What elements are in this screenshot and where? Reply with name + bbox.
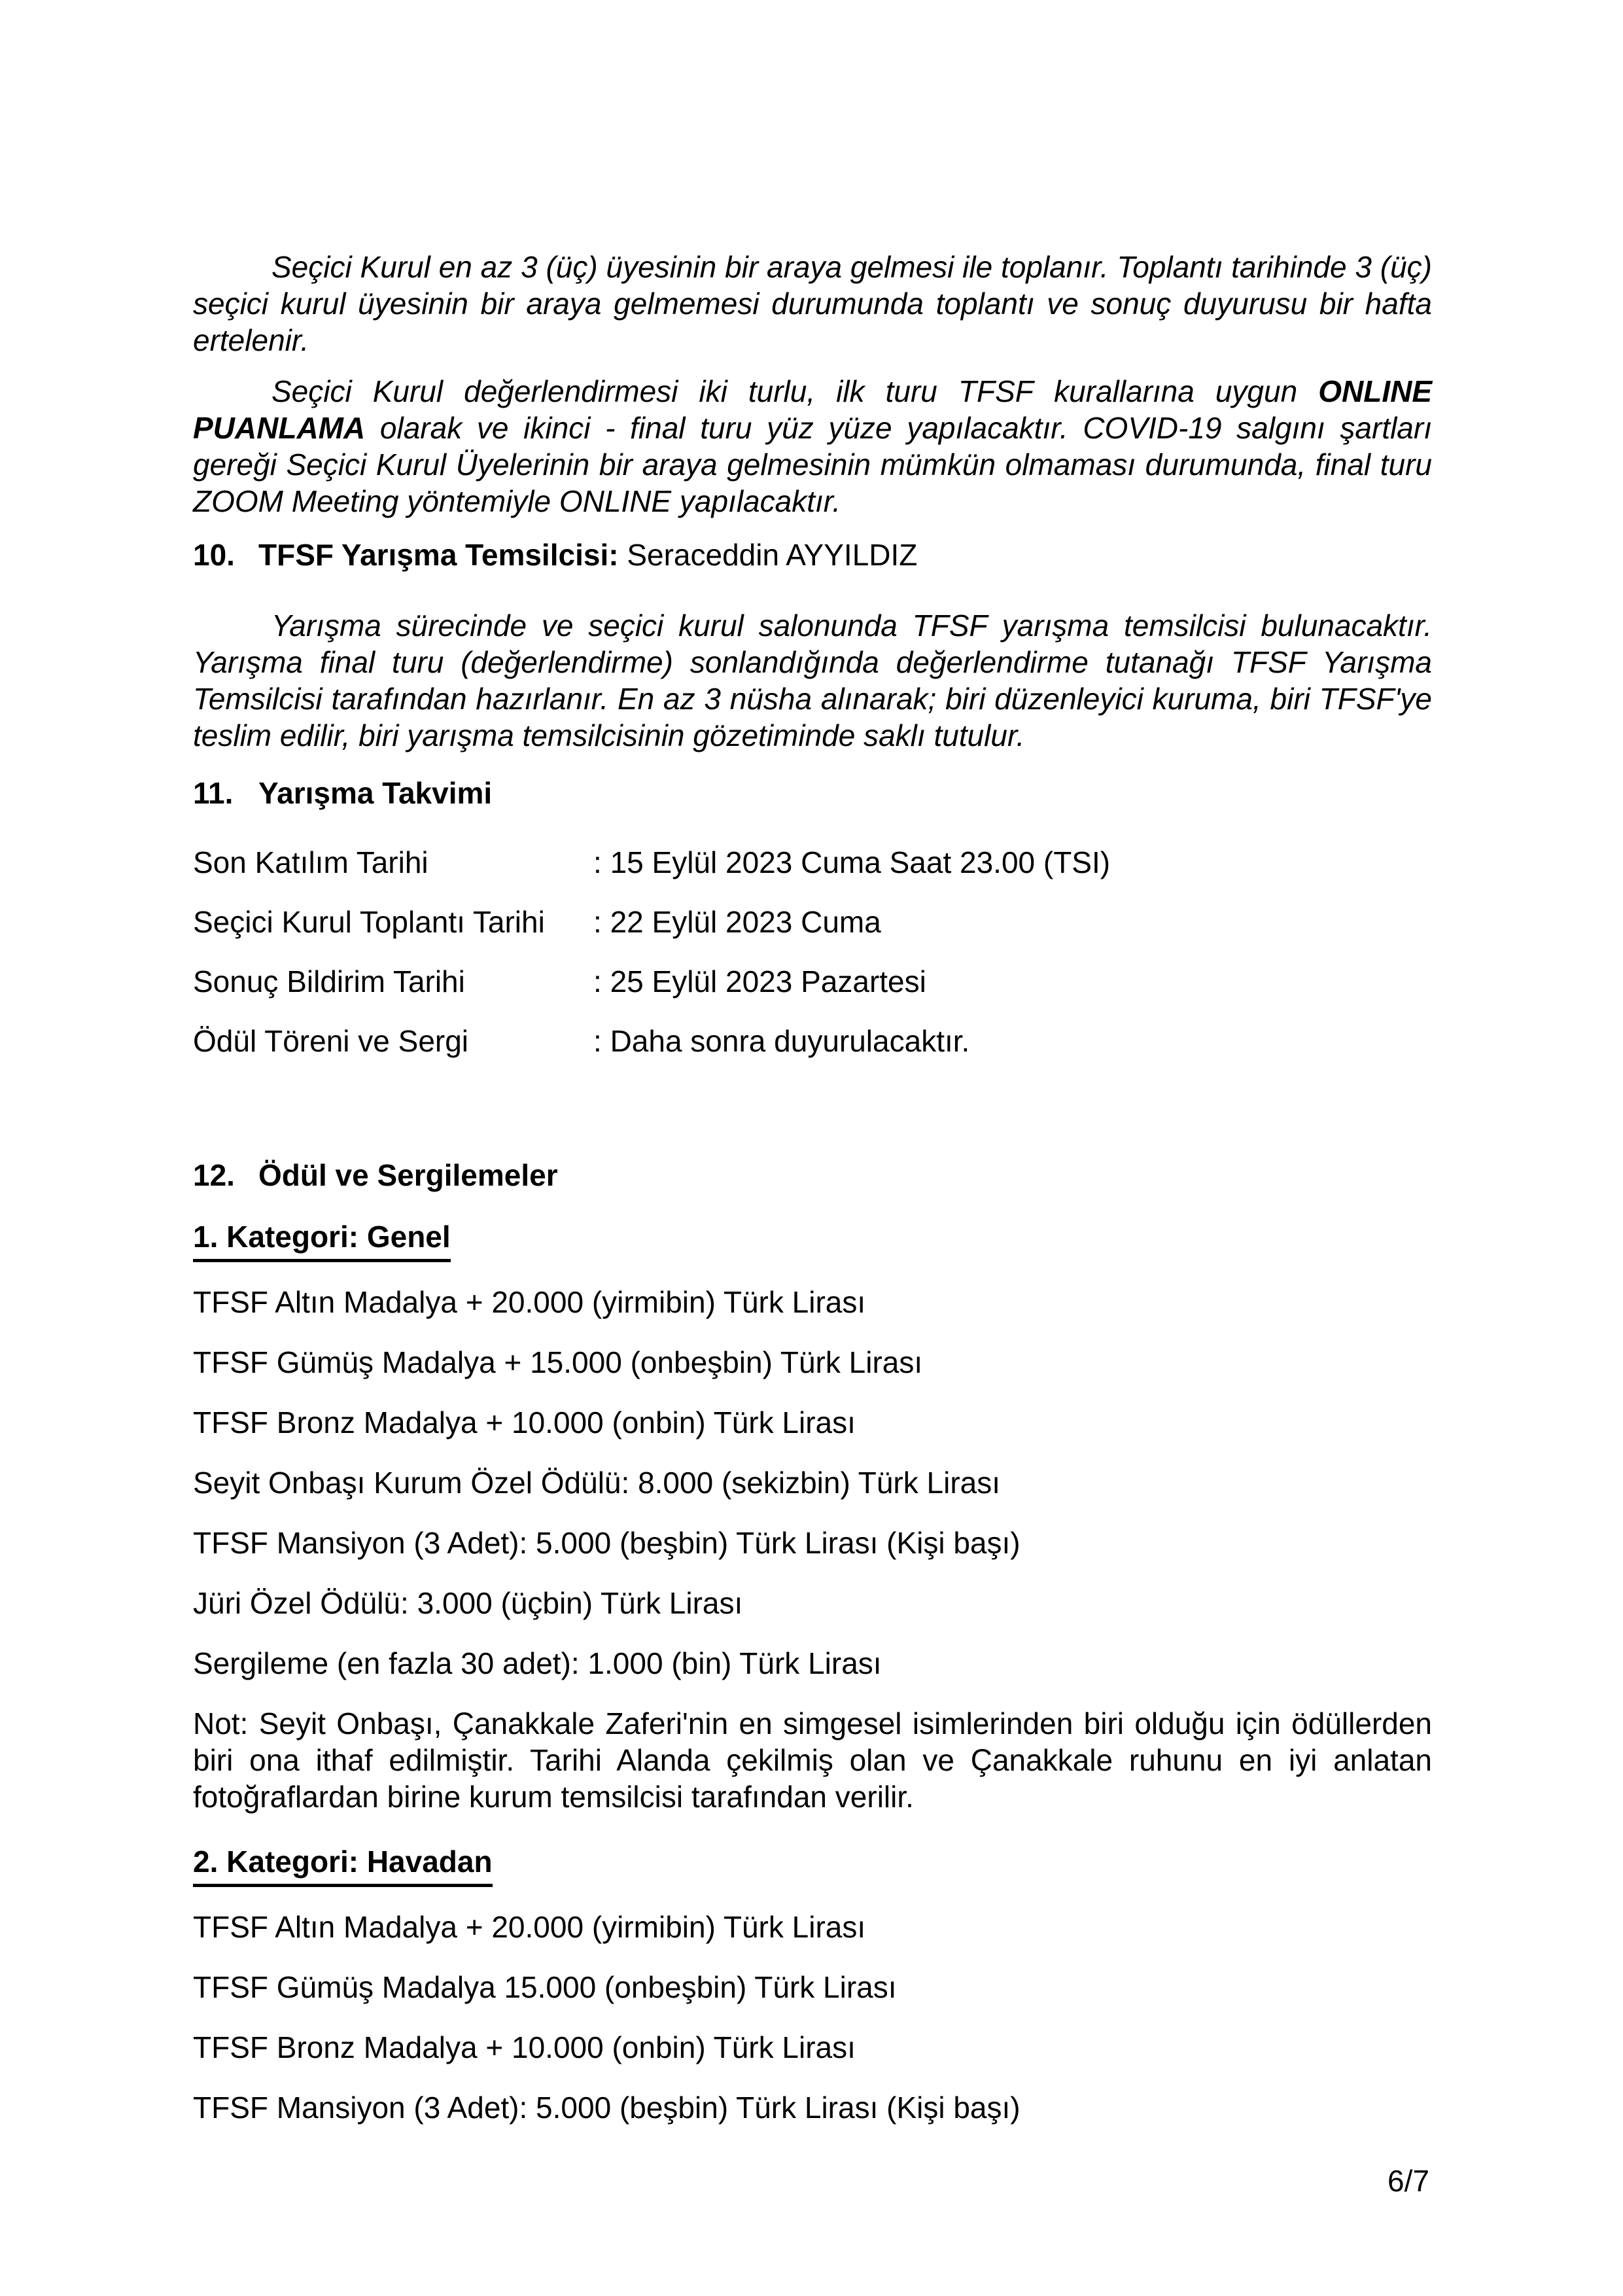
paragraph-evaluation-rounds xyxy=(193,373,1432,520)
category2-heading xyxy=(193,1843,1432,1887)
paragraph-evaluation-pre: Seçici Kurul değerlendirmesi iki turlu, ilk turu TFSF kurallarına uygun xyxy=(271,374,1319,408)
heading-number: 12. xyxy=(193,1158,235,1192)
schedule-value: 22 Eylül 2023 Cuma xyxy=(610,905,881,939)
prize-item: Jüri Özel Ödülü: 3.000 (üçbin) Türk Lirası xyxy=(193,1586,743,1620)
category1-heading xyxy=(193,1218,1432,1262)
category1-prize-list xyxy=(193,1284,1432,1682)
schedule-row-results xyxy=(193,963,1432,1000)
note-paragraph: Not: Seyit Onbaşı, Çanakkale Zaferi'nin en simgesel isimlerinden biri olduğu için ödüllerden biri ona ithaf edilmiştir. Tarihi Alanda çekilmiş olan ve Çanakkale ruhunu en iyi anlatan fotoğraflardan birine kurum temsilcisi tarafından verilir. xyxy=(193,1706,1432,1814)
paragraph-committee-meeting: Seçici Kurul en az 3 (üç) üyesinin bir araya gelmesi ile toplanır. Toplantı tarihinde 3 (üç) seçici kurul üyesinin bir araya gelmemesi durumunda toplantı ve sonuç duyurusu bir hafta ertelenir. xyxy=(193,250,1432,357)
schedule-row-deadline xyxy=(193,844,1432,881)
category2-prize-list xyxy=(193,1909,1432,2126)
category1-title: 1. Kategori: Genel xyxy=(193,1218,451,1262)
prize-item: TFSF Mansiyon (3 Adet): 5.000 (beşbin) Türk Lirası (Kişi başı) xyxy=(193,2091,1021,2125)
contest-schedule xyxy=(193,844,1432,1059)
heading-number: 10. xyxy=(193,538,235,572)
heading-tfsf-representative xyxy=(193,537,1432,573)
schedule-label: Son Katılım Tarihi xyxy=(193,845,428,879)
category2-title: 2. Kategori: Havadan xyxy=(193,1843,493,1887)
schedule-separator: : xyxy=(593,964,602,998)
schedule-value: Daha sonra duyurulacaktır. xyxy=(610,1024,970,1058)
schedule-separator: : xyxy=(593,905,602,939)
prize-item: TFSF Altın Madalya + 20.000 (yirmibin) Türk Lirası xyxy=(193,1285,866,1319)
prize-item: Sergileme (en fazla 30 adet): 1.000 (bin) Türk Lirası xyxy=(193,1646,882,1680)
prize-item: TFSF Bronz Madalya + 10.000 (onbin) Türk Lirası xyxy=(193,1405,856,1439)
prize-item: TFSF Gümüş Madalya 15.000 (onbeşbin) Türk Lirası xyxy=(193,1970,897,2004)
prize-item: TFSF Bronz Madalya + 10.000 (onbin) Türk Lirası xyxy=(193,2030,856,2064)
schedule-value: 15 Eylül 2023 Cuma Saat 23.00 (TSI) xyxy=(610,845,1111,879)
schedule-separator: : xyxy=(593,1024,602,1058)
heading-contest-calendar-label: Yarışma Takvimi xyxy=(258,776,493,810)
schedule-label: Sonuç Bildirim Tarihi xyxy=(193,964,465,998)
prize-item: TFSF Gümüş Madalya + 15.000 (onbeşbin) Türk Lirası xyxy=(193,1345,923,1379)
heading-contest-calendar xyxy=(193,775,1432,811)
schedule-value: 25 Eylül 2023 Pazartesi xyxy=(610,964,926,998)
prize-item: TFSF Altın Madalya + 20.000 (yirmibin) Türk Lirası xyxy=(193,1910,866,1944)
page-number: 6/7 xyxy=(1387,2164,1429,2198)
heading-awards-label: Ödül ve Sergilemeler xyxy=(258,1158,558,1192)
paragraph-evaluation-bold-online-puanlama: ONLINE PUANLAMA xyxy=(193,374,1432,445)
schedule-label: Ödül Töreni ve Sergi xyxy=(193,1024,469,1058)
heading-awards xyxy=(193,1157,1432,1193)
prize-item: Seyit Onbaşı Kurum Özel Ödülü: 8.000 (sekizbin) Türk Lirası xyxy=(193,1466,1001,1500)
paragraph-evaluation-post: olarak ve ikinci - final turu yüz yüze yapılacaktır. COVID-19 salgını şartları gereği Seçici Kurul Üyelerinin bir araya gelmesinin mümkün olmaması durumunda, final turu ZOOM Meeting yöntemiyle ONLINE yapılacaktır. xyxy=(193,411,1432,518)
schedule-row-jury-meeting xyxy=(193,904,1432,940)
schedule-separator: : xyxy=(593,845,602,879)
heading-tfsf-representative-label: TFSF Yarışma Temsilcisi: xyxy=(258,538,619,572)
representative-name: Seraceddin AYYILDIZ xyxy=(627,538,918,572)
heading-number: 11. xyxy=(193,776,234,810)
schedule-label: Seçici Kurul Toplantı Tarihi xyxy=(193,905,545,939)
schedule-row-ceremony xyxy=(193,1023,1432,1059)
prize-item: TFSF Mansiyon (3 Adet): 5.000 (beşbin) Türk Lirası (Kişi başı) xyxy=(193,1526,1021,1560)
paragraph-representative-duties: Yarışma sürecinde ve seçici kurul salonunda TFSF yarışma temsilcisi bulunacaktır. Yarışma final turu (değerlendirme) sonlandığında değerlendirme tutanağı TFSF Yarışma Temsilcisi tarafından hazırlanır. En az 3 nüsha alınarak; biri düzenleyici kuruma, biri TFSF'ye teslim edilir, biri yarışma temsilcisinin gözetiminde saklı tutulur. xyxy=(193,609,1432,752)
